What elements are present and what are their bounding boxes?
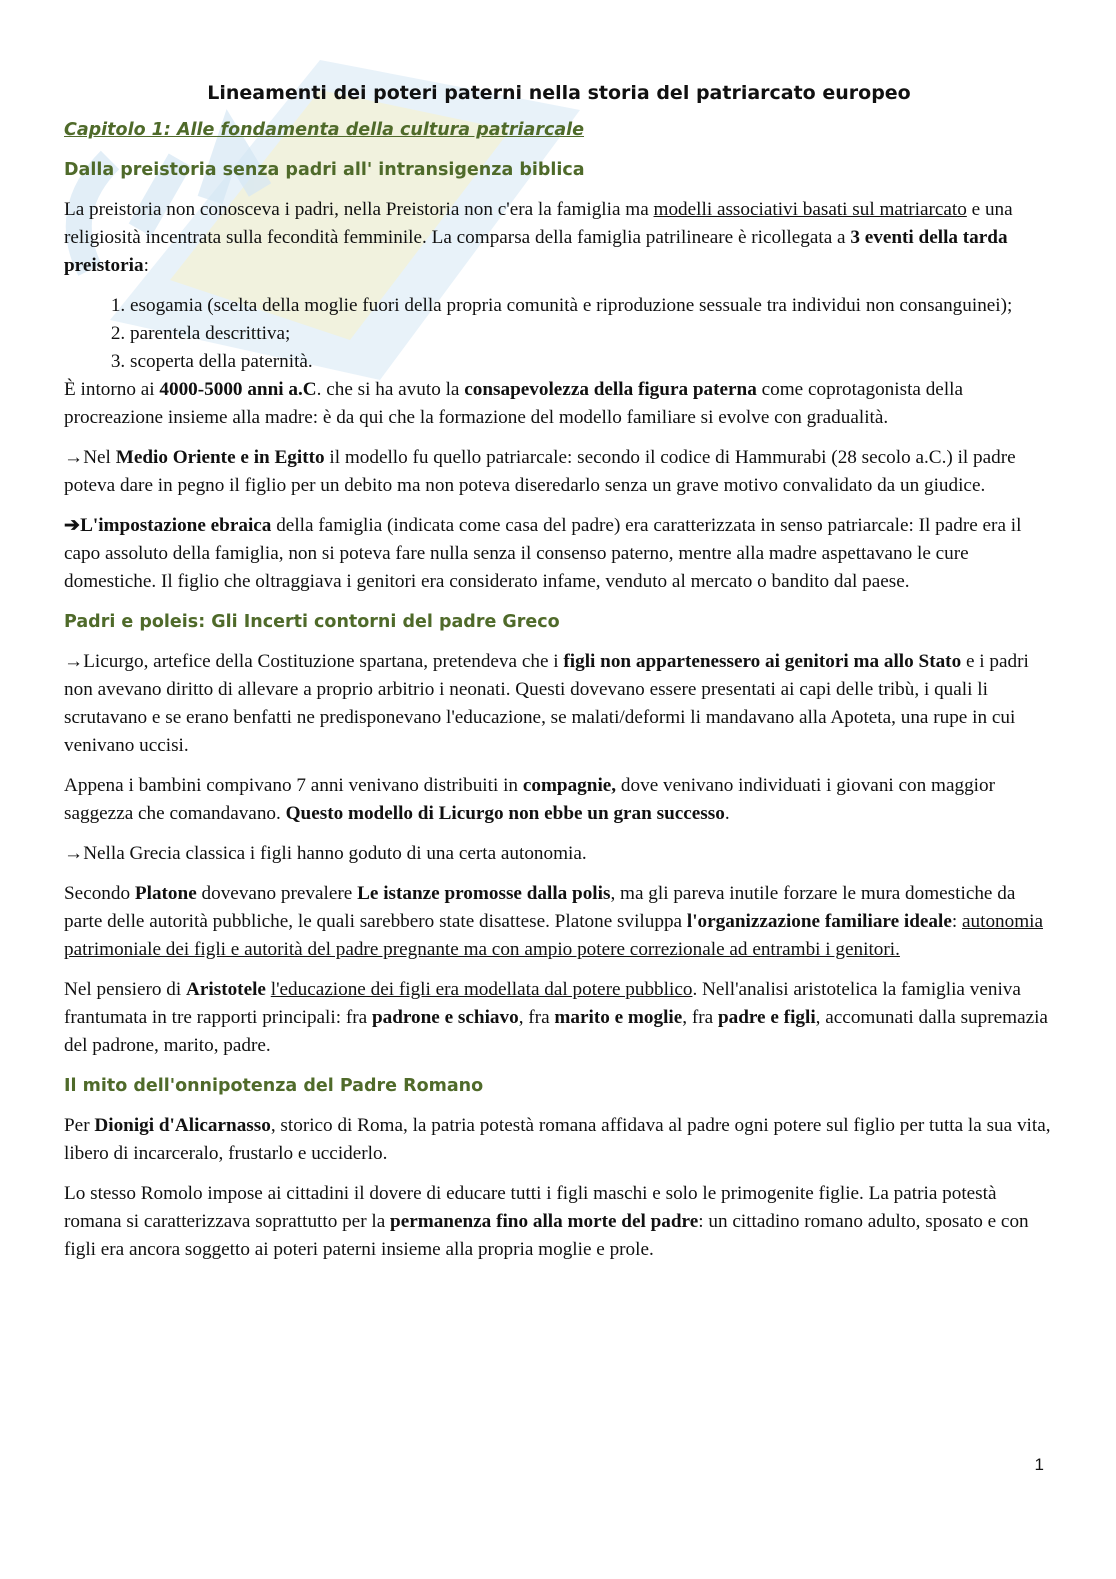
paragraph: →Licurgo, artefice della Costituzione spartana, pretendeva che i figli non appartenessero ai genitori ma allo Stato e i padri non avevano diritto di allevare a proprio arbitrio i neonati. Questi dovevano essere presentati ai capi delle tribù, i quali li scrutavano e se erano benfatti ne predisponevano l'educazione, se malati/deformi li mandavano alla Apoteta, una rupe in cui venivano uccisi. bbox=[64, 651, 1029, 756]
paragraph: Secondo Platone dovevano prevalere Le istanze promosse dalla polis, ma gli pareva inutile forzare le mura domestiche da parte delle autorità pubbliche, le quali sarebbero state disattese. Platone sviluppa l'organizzazione familiare ideale: autonomia patrimoniale dei figli e autorità del padre pregnante ma con ampio potere correzionale ad entrambi i genitori. bbox=[64, 883, 1044, 960]
paragraph: →Nella Grecia classica i figli hanno goduto di una certa autonomia. bbox=[64, 843, 587, 864]
bold-text: l'organizzazione familiare ideale bbox=[686, 911, 952, 932]
bold-text: Aristotele bbox=[186, 979, 266, 1000]
bold-text: 4000-5000 anni a.C bbox=[159, 379, 317, 400]
underlined-text: l'educazione dei figli era modellata dal potere pubblico bbox=[270, 979, 693, 1000]
bold-text: L'impostazione ebraica bbox=[80, 515, 272, 536]
list-item: 1. esogamia (scelta della moglie fuori della propria comunità e riproduzione sessuale tra individui non consanguinei); bbox=[130, 292, 1054, 320]
underlined-text: modelli associativi basati sul matriarcato bbox=[653, 199, 967, 220]
paragraph: Appena i bambini compivano 7 anni venivano distribuiti in compagnie, dove venivano individuati i giovani con maggior saggezza che comandavano. Questo modello di Licurgo non ebbe un gran successo. bbox=[64, 775, 995, 824]
arrow-icon: → bbox=[64, 651, 84, 672]
bold-text: compagnie, bbox=[522, 775, 617, 796]
bold-text: 3 eventi della tarda preistoria bbox=[64, 227, 1008, 276]
bold-text: padre e figli bbox=[717, 1007, 816, 1028]
bold-text: permanenza fino alla morte del padre bbox=[390, 1211, 699, 1232]
paragraph: Lo stesso Romolo impose ai cittadini il dovere di educare tutti i figli maschi e solo le primogenite figlie. La patria potestà romana si caratterizzava soprattutto per la permanenza fino alla morte del padre: un cittadino romano adulto, sposato e con figli era ancora soggetto ai poteri paterni insieme alla propria moglie e prole. bbox=[64, 1183, 1029, 1260]
bold-text: Platone bbox=[134, 883, 197, 904]
bold-text: marito e moglie bbox=[554, 1007, 683, 1028]
list-item: 3. scoperta della paternità. bbox=[130, 348, 1054, 376]
bold-text: Medio Oriente e in Egitto bbox=[115, 447, 325, 468]
chapter-heading: Capitolo 1: Alle fondamenta della cultura patriarcale bbox=[64, 120, 585, 140]
bold-text: consapevolezza della figura paterna bbox=[464, 379, 757, 400]
arrow-icon: → bbox=[64, 843, 84, 864]
bold-text: padrone e schiavo bbox=[371, 1007, 519, 1028]
paragraph: È intorno ai 4000-5000 anni a.C. che si ha avuto la consapevolezza della figura paterna come coprotagonista della procreazione insieme alla madre: è da qui che la formazione del modello familiare si evolve con gradualità. bbox=[64, 379, 964, 428]
section-heading: Dalla preistoria senza padri all' intransigenza biblica bbox=[64, 160, 585, 180]
arrow-icon: → bbox=[64, 447, 84, 468]
paragraph: Per Dionigi d'Alicarnasso, storico di Roma, la patria potestà romana affidava al padre ogni potere sul figlio per tutta la sua vita, libero di incarceralo, frustarlo e ucciderlo. bbox=[64, 1115, 1051, 1164]
paragraph: →Nel Medio Oriente e in Egitto il modello fu quello patriarcale: secondo il codice di Hammurabi (28 secolo a.C.) il padre poteva dare in pegno il figlio per un debito ma non poteva diseredarlo senza un grave motivo convalidato da un giudice. bbox=[64, 447, 1016, 496]
document-content bbox=[64, 78, 1054, 1276]
paragraph: Nel pensiero di Aristotele l'educazione dei figli era modellata dal potere pubblico. Nell'analisi aristotelica la famiglia veniva frantumata in tre rapporti principali: fra padrone e schiavo, fra marito e moglie, fra padre e figli, accomunati dalla supremazia del padrone, marito, padre. bbox=[64, 979, 1048, 1056]
section-heading: Il mito dell'onnipotenza del Padre Romano bbox=[64, 1076, 484, 1096]
arrow-icon: ➔ bbox=[64, 515, 81, 536]
section-heading: Padri e poleis: Gli Incerti contorni del padre Greco bbox=[64, 612, 560, 632]
paragraph: ➔L'impostazione ebraica della famiglia (indicata come casa del padre) era caratterizzata in senso patriarcale: Il padre era il capo assoluto della famiglia, non si poteva fare nulla senza il consenso paterno, mentre alla madre aspettavano le cure domestiche. Il figlio che oltraggiava i genitori era considerato infame, venduto al mercato o bandito dal paese. bbox=[64, 515, 1022, 592]
bold-text: Questo modello di Licurgo non ebbe un gran successo bbox=[285, 803, 725, 824]
list-item: 2. parentela descrittiva; bbox=[130, 320, 1054, 348]
underlined-text: autonomia patrimoniale dei figli e autorità del padre pregnante ma con ampio potere correzionale ad entrambi i genitori. bbox=[64, 911, 1044, 960]
numbered-list bbox=[64, 292, 1054, 376]
bold-text: figli non appartenessero ai genitori ma allo Stato bbox=[563, 651, 962, 672]
bold-text: Dionigi d'Alicarnasso bbox=[94, 1115, 271, 1136]
bold-text: Le istanze promosse dalla polis bbox=[357, 883, 611, 904]
paragraph: La preistoria non conosceva i padri, nella Preistoria non c'era la famiglia ma modelli associativi basati sul matriarcato e una religiosità incentrata sulla fecondità femminile. La comparsa della famiglia patrilineare è ricollegata a 3 eventi della tarda preistoria: bbox=[64, 199, 1013, 276]
document-title: Lineamenti dei poteri paterni nella storia del patriarcato europeo bbox=[207, 82, 911, 104]
page-number: 1 bbox=[1034, 1455, 1044, 1474]
